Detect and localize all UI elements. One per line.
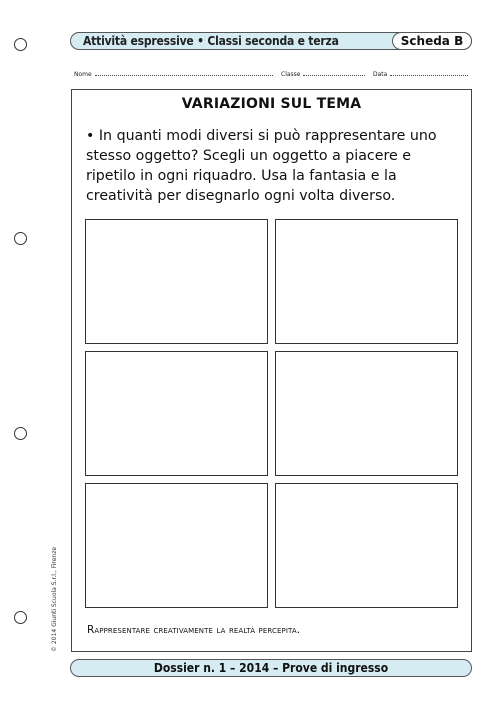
- drawing-box-3[interactable]: [85, 351, 268, 476]
- binder-hole-2: [14, 232, 27, 245]
- binder-hole-4: [14, 611, 27, 624]
- footer-bar: Dossier n. 1 – 2014 – Prove di ingresso: [70, 659, 472, 677]
- worksheet-title: VARIAZIONI SUL TEMA: [181, 96, 362, 112]
- copyright-notice: © 2014 Giunti Scuola S.r.l., Firenze: [51, 546, 58, 652]
- drawing-box-6[interactable]: [275, 483, 458, 608]
- data-field[interactable]: [373, 69, 468, 78]
- worksheet-instructions: • In quanti modi diversi si può rappresentare uno stesso oggetto? Scegli un oggetto a piacere e ripetilo in ogni riquadro. Usa la fantasia e la creatività per disegnarlo ogni volta diverso.: [86, 128, 437, 204]
- classe-field[interactable]: [281, 69, 365, 78]
- worksheet-tab: Scheda B: [392, 32, 472, 50]
- drawing-box-2[interactable]: [275, 219, 458, 344]
- drawing-box-1[interactable]: [85, 219, 268, 344]
- student-fields: [74, 69, 472, 81]
- binder-hole-3: [14, 427, 27, 440]
- drawing-box-5[interactable]: [85, 483, 268, 608]
- nome-label: Nome: [74, 71, 92, 78]
- binder-hole-1: [14, 38, 27, 51]
- classe-label: Classe: [281, 71, 301, 78]
- data-label: Data: [373, 71, 388, 78]
- drawing-box-4[interactable]: [275, 351, 458, 476]
- nome-field[interactable]: [74, 69, 273, 78]
- learning-objective: Rappresentare creativamente la realtà percepita.: [87, 624, 301, 636]
- header-title: Attività espressive • Classi seconda e terza: [83, 34, 339, 48]
- header-bar: [70, 32, 472, 50]
